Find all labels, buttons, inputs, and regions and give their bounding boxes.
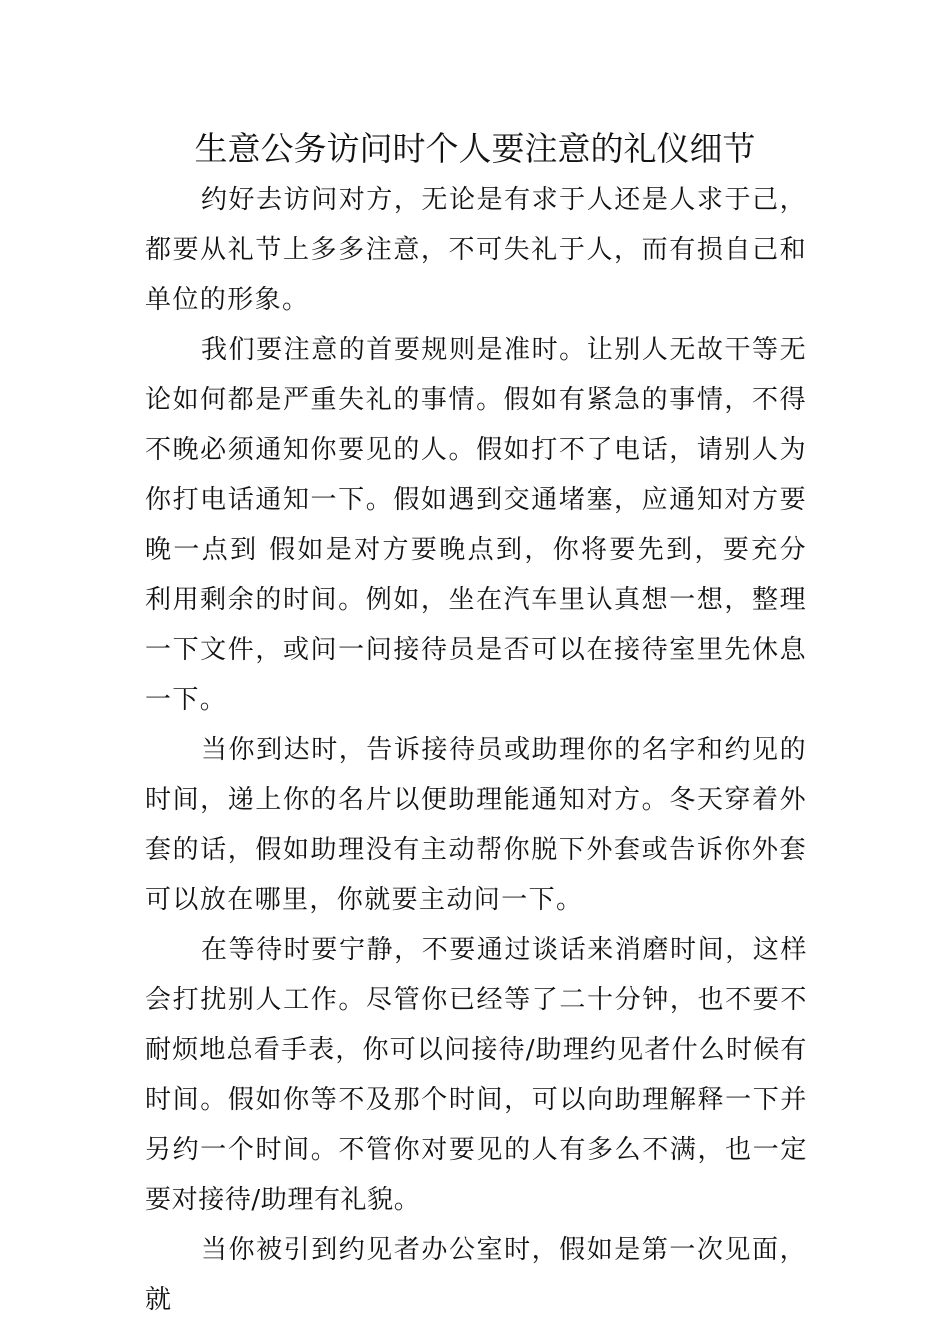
document-title: 生意公务访问时个人要注意的礼仪细节 <box>194 129 756 168</box>
paragraph-5: 当你被引到约见者办公室时，假如是第一次见面，就 <box>145 1235 807 1315</box>
document-body <box>145 175 807 1325</box>
paragraph-2: 我们要注意的首要规则是准时。让别人无故干等无论如何都是严重失礼的事情。假如有紧急的事情，不得不晚必须通知你要见的人。假如打不了电话，请别人为你打电话通知一下。假如遇到交通堵塞，应通知对方要晚一点到 假如是对方要晚点到，你将要先到，要充分利用剩余的时间。例如，坐在汽车里认真想一想，整理一下文件，或问一问接待员是否可以在接待室里先休息一下。 <box>145 335 807 715</box>
paragraph-4: 在等待时要宁静，不要通过谈话来消磨时间，这样会打扰别人工作。尽管你已经等了二十分钟，也不要不耐烦地总看手表，你可以问接待/助理约见者什么时候有时间。假如你等不及那个时间，可以向助理解释一下并另约一个时间。不管你对要见的人有多么不满，也一定要对接待/助理有礼貌。 <box>145 935 807 1215</box>
paragraph-3: 当你到达时，告诉接待员或助理你的名字和约见的时间，递上你的名片以便助理能通知对方。冬天穿着外套的话，假如助理没有主动帮你脱下外套或告诉你外套可以放在哪里，你就要主动问一下。 <box>145 735 807 915</box>
paragraph-1: 约好去访问对方，无论是有求于人还是人求于己，都要从礼节上多多注意，不可失礼于人，而有损自己和单位的形象。 <box>145 185 807 315</box>
